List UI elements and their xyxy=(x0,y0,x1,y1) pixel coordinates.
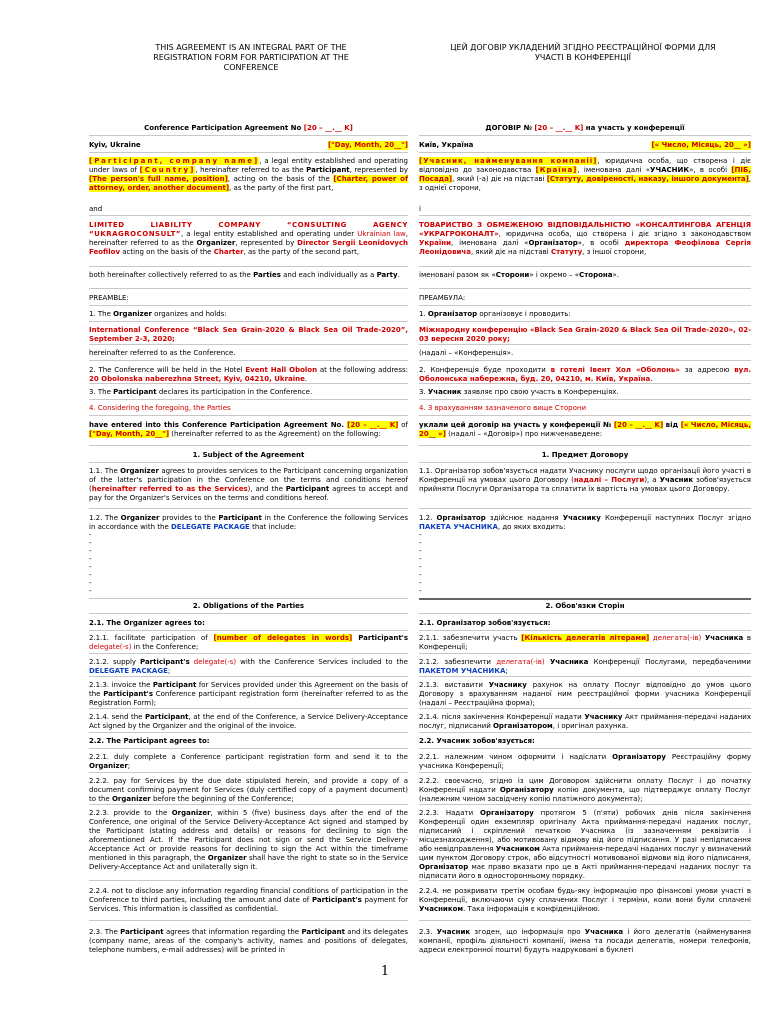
ua-clause-2-1-1: 2.1.1. забезпечити участь [Кількість делегатів літерами] делегата(-ів) Учасника в Конференції; xyxy=(419,634,752,651)
en-clause-2-2: 2.2. The Participant agrees to: xyxy=(89,737,210,745)
ua-preamble-3: 3. Учасник заявляє про свою участь в Конференціях. xyxy=(419,388,619,396)
ua-both-parties: іменовані разом як «Сторони» і окремо – «Сторона». xyxy=(419,271,619,279)
page-number: 1 xyxy=(380,964,390,979)
ua-preamble: ПРЕАМБУЛА: xyxy=(419,294,466,302)
divider xyxy=(89,399,408,400)
ua-clause-2-1-2: 2.1.2. забезпечити делегата(-ів) Учасника Конференції Послугами, передбаченими ПАКЕТОМ УЧАСНИКА; xyxy=(419,658,751,675)
ua-date-placeholder: [« Число, Місяць, 20__ »] xyxy=(651,141,751,149)
ua-clause-2-1-4: 2.1.4. після закінчення Конференції надати Учаснику Акт приймання-передачі наданих послуг, підписаний Організатором, і оригінал рахунка. xyxy=(419,713,751,730)
ua-and: і xyxy=(419,205,421,213)
divider xyxy=(419,804,751,805)
divider xyxy=(419,748,751,749)
divider xyxy=(419,653,751,654)
en-clause-2-3: 2.3. The Participant agrees that information regarding the Participant and its delegates (company name, areas of the company's activity, names and positions of delegates, telephone numbers, e-mail addresses) will be printed in xyxy=(89,928,408,954)
divider xyxy=(89,508,408,509)
divider xyxy=(89,321,408,322)
divider xyxy=(419,676,751,677)
divider xyxy=(419,383,751,384)
divider xyxy=(89,920,408,921)
ua-clause-1-1: 1.1. Організатор зобов'язується надати Учаснику послуги щодо організації його участі в Конференції на умовах цього Договору (надалі – Послуги), а Учасник зобов'язується прийняти Послуги Організатора та сплатити їх вартість на умовах цього Договору. xyxy=(419,467,751,493)
en-party-2: LIMITED LIABILITY COMPANY “CONSULTING AGENCY “UKRAGROCONSULT”, a legal entity established and operating under Ukrainian law, hereinafter referred to as the Organizer, represented by Director Sergii Leonidovych Feofilov acting on the basis of the Charter, as the party of the second part, xyxy=(89,221,408,256)
ua-clause-2-2-3: 2.2.3. Надати Організатору протягом 5 (п'яти) робочих днів після закінчення Конференції один екземпляр оригіналу Акта приймання-передачі наданих послуг, підписаний і скріплений печаткою Учасника (із зазначенням реквізитів і місцезнаходження), або мотивовану відмову від його підписання. У разі непідписання або невідправлення Учасником Акта приймання-передачі наданих послуг у визначений цим пунктом Договору строк, або відсутності мотивованої відмови від його підписання, Організатор має право вказати про це в Акті приймання-передачі наданих послуг та підписати його в односторонньому порядку. xyxy=(419,809,752,880)
ua-preamble-2: 2. Конференція буде проходити в готелі Івент Хол «Оболонь» за адресою вул. Оболонська набережна, буд. 20, 04210, м. Київ, Україна. xyxy=(419,366,752,383)
divider xyxy=(419,415,751,416)
divider xyxy=(89,360,408,361)
ua-clause-2-2-2: 2.2.2. своєчасно, згідно із цим Договором здійснити оплату Послуг і до початку Конференції надати Організатору копію документа, що підтверджує оплату Послуг (належним чином засвідчену копію платіжного документа); xyxy=(419,777,751,803)
en-clause-1-1: 1.1. The Organizer agrees to provides services to the Participant concerning organization of the latter's participation in the Conference on the terms and conditions hereof (hereinafter referred to as the Services), and the Participant agrees to accept and pay for the Organizer's Services on the terms and conditions hereof. xyxy=(89,467,409,502)
en-clause-2-2-3: 2.2.3. provide to the Organizer, within 5 (five) business days after the end of the Conference, one original of the Service Delivery-Acceptance Act signed and stamped by the Participant (stating address and details) or reasons for declining to sign the aforementioned Act. If the Participant does not sign or send the Service Delivery-Acceptance Act or provide reasons for declining to sign the Act within the timeframe mentioned in this paragraph, the Organizer shall have the right to state so in the Service Delivery-Acceptance Act and unilaterally sign it. xyxy=(89,809,409,871)
divider xyxy=(89,462,408,463)
en-preamble-3: 3. The Participant declares its participation in the Conference. xyxy=(89,388,313,396)
divider xyxy=(89,708,408,709)
en-services-list: - - - - - - - - xyxy=(89,531,92,595)
divider xyxy=(419,135,751,136)
en-agreement-title: Conference Participation Agreement No [20 – __.__ K] xyxy=(144,124,353,132)
en-date-placeholder: ["Day, Month, 20__"] xyxy=(327,141,408,149)
ua-city: Київ, Україна xyxy=(419,141,474,149)
divider xyxy=(419,360,751,361)
en-both-parties: both hereinafter collectively referred to as the Parties and each individually as a Party. xyxy=(89,271,400,279)
divider xyxy=(89,383,408,384)
en-party-1: [Participant, company name], a legal entity established and operating under laws of [Country], hereinafter referred to as the Participant, represented by [The person's full name, position], acting on the basis of the [Charter, power of attorney, order, another document], as the party of the first part, xyxy=(89,157,409,192)
divider xyxy=(89,305,408,306)
en-have-entered: have entered into this Conference Participation Agreement No. [20 – __.__ K] of ["Day, Month, 20__"] (hereinafter referred to as the Agreement) on the following: xyxy=(89,421,408,438)
divider xyxy=(419,152,751,153)
divider xyxy=(419,732,751,733)
divider xyxy=(419,508,751,509)
divider xyxy=(419,344,751,345)
divider xyxy=(419,321,751,322)
divider xyxy=(89,135,408,136)
en-clause-2-2-2: 2.2.2. pay for Services by the due date stipulated herein, and provide a copy of a document confirming payment for Services (duly certified copy of a payment document) to the Organizer before the beginning of the Conference; xyxy=(89,777,408,803)
ua-preamble-4: 4. З врахуванням зазначеного вище Сторони xyxy=(419,404,587,412)
en-preamble-2: 2. The Conference will be held in the Hotel Event Hall Obolon at the following address: 20 Obolonska naberezhna Street, Kyiv, 04210, Ukraine. xyxy=(89,366,408,383)
en-and: and xyxy=(89,205,103,213)
divider xyxy=(419,880,751,881)
divider xyxy=(419,445,751,446)
ua-clause-2-1: 2.1. Організатор зобов'язується: xyxy=(419,619,551,627)
divider xyxy=(89,653,408,654)
divider xyxy=(89,732,408,733)
divider xyxy=(89,445,408,446)
en-clause-1-2: 1.2. The Organizer provides to the Participant in the Conference the following Services in accordance with the DELEGATE PACKAGE that include: xyxy=(89,514,408,531)
divider xyxy=(89,598,408,599)
en-preamble: PREAMBLE: xyxy=(89,294,129,302)
ua-clause-2-2: 2.2. Учасник зобов'язується: xyxy=(419,737,535,745)
divider xyxy=(89,215,408,216)
divider xyxy=(89,676,408,677)
en-clause-2-2-4: 2.2.4. not to disclose any information regarding financial conditions of participation in the Conference to third parties, including the amount and date of Participant's payment for Services. This information is classified as confidential. xyxy=(89,887,408,913)
divider xyxy=(419,630,751,631)
divider xyxy=(419,598,751,600)
en-clause-2-1-1: 2.1.1. facilitate participation of [number of delegates in words] Participant's delegate(-s) in the Conference; xyxy=(89,634,408,651)
ua-section-2-title: 2. Обов'язки Сторін xyxy=(545,602,625,610)
en-section-1-title: 1. Subject of the Agreement xyxy=(192,451,305,459)
en-clause-2-1-2: 2.1.2. supply Participant's delegate(-s) with the Conference Services included to the DELEGATE PACKAGE; xyxy=(89,658,408,675)
divider xyxy=(419,462,751,463)
en-clause-2-1-4: 2.1.4. send the Participant, at the end of the Conference, a Service Delivery-Acceptance Act signed by the Organizer and the original of the invoice. xyxy=(89,713,408,730)
ua-party-2: ТОВАРИСТВО З ОБМЕЖЕНОЮ ВІДПОВІДАЛЬНІСТЮ «КОНСАЛТИНГОВА АГЕНЦІЯ «УКРАГРОКОНАЛТ», юридична особа, що створена і діє згідно з законодавством України, іменована далі «Організатор», в особі директора Феофілова Сергія Леонідовича, який діє на підставі Статуту, з іншої сторони, xyxy=(419,221,752,256)
ua-hereinafter: (надалі – «Конференція». xyxy=(419,349,514,357)
divider xyxy=(419,772,751,773)
en-conference-name: International Conference “Black Sea Grain-2020 & Black Sea Oil Trade-2020”, September 2-3, 2020; xyxy=(89,326,408,343)
en-section-2-title: 2. Obligations of the Parties xyxy=(192,602,305,610)
en-preamble-1: 1. The Organizer organizes and holds: xyxy=(89,310,227,318)
divider xyxy=(89,804,408,805)
divider xyxy=(89,772,408,773)
en-clause-2-1: 2.1. The Organizer agrees to: xyxy=(89,619,205,627)
en-clause-2-1-3: 2.1.3. invoice the Participant for Services provided under this Agreement on the basis of the Participant's Conference participant registration form (hereinafter referred to as the Registration Form); xyxy=(89,681,409,707)
en-clause-2-2-1: 2.2.1. duly complete a Conference participant registration form and send it to the Organizer; xyxy=(89,753,408,770)
en-city: Kyiv, Ukraine xyxy=(89,141,141,149)
ua-agreement-title: ДОГОВІР № [20 – __.__ K] на участь у конференції xyxy=(485,124,685,132)
ua-services-list: - - - - - - - - xyxy=(419,531,422,595)
divider xyxy=(419,288,751,289)
header-right: ЦЕЙ ДОГОВІР УКЛАДЕНИЙ ЗГІДНО РЕЄСТРАЦІЙНОЇ ФОРМИ ДЛЯ УЧАСТІ В КОНФЕРЕНЦІЇ xyxy=(450,43,716,62)
divider xyxy=(89,266,408,267)
ua-preamble-1: 1. Організатор організовує і проводить: xyxy=(419,310,571,318)
ua-clause-2-2-4: 2.2.4. не розкривати третім особам будь-яку інформацію про фінансові умови участі в Конференції, включаючи суму сплачених Послуг і терміни, коли вони були сплачені Учасником. Така інформація є конфіденційною. xyxy=(419,887,751,913)
ua-clause-2-1-3: 2.1.3. виставити Учаснику рахунок на оплату Послуг відповідно до умов цього Договору з врахуванням наданої ним реєстраційної форми учасника Конференції (надалі – Реєстраційна форма); xyxy=(419,681,751,707)
divider xyxy=(89,630,408,631)
divider xyxy=(419,266,751,267)
header-left: THIS AGREEMENT IS AN INTEGRAL PART OF THE REGISTRATION FORM FOR PARTICIPATION AT THE CONFERENCE xyxy=(153,43,349,72)
ua-clause-2-2-1: 2.2.1. належним чином оформити і надіслати Організатору Реєстраційну форму учасника Конференції; xyxy=(419,753,752,770)
ua-party-1: [Учасник, найменування компанії], юридична особа, що створена і діє відповідно до законодавства [Країна], іменована далі «УЧАСНИК», в особі [ПІБ, Посада], який (-а) діє на підставі [Статуту, довіреності, наказу, іншого документа], з однієї сторони, xyxy=(419,157,751,192)
divider xyxy=(419,215,751,216)
divider xyxy=(89,288,408,289)
divider xyxy=(419,920,751,921)
divider xyxy=(419,613,751,614)
ua-have-entered: уклали цей договір на участь у конференції № [20 – __.__ K] від [« Число, Місяць, 20__ »] (надалі – «Договір») про нижченаведене: xyxy=(419,421,752,438)
en-hereinafter: hereinafter referred to as the Conference. xyxy=(89,349,236,357)
en-preamble-4: 4. Considering the foregoing, the Parties xyxy=(89,404,231,412)
divider xyxy=(419,708,751,709)
ua-clause-2-3: 2.3. Учасник згоден, що інформація про Учасника і його делегатів (найменування компанії, профіль діяльності компанії, імена та посади делегатів, номери телефонів, адреси електронної пошти) будуть надруковані в буклеті xyxy=(419,928,751,954)
divider xyxy=(89,152,408,153)
divider xyxy=(419,399,751,400)
divider xyxy=(89,613,408,614)
ua-conference-name: Міжнародну конференцію «Black Sea Grain-2020 & Black Sea Oil Trade-2020», 02-03 вересня 2020 року; xyxy=(419,326,751,343)
divider xyxy=(89,344,408,345)
divider xyxy=(89,415,408,416)
ua-section-1-title: 1. Предмет Договору xyxy=(541,451,629,459)
divider xyxy=(89,748,408,749)
ua-clause-1-2: 1.2. Організатор здійснює надання Учаснику Конференції наступних Послуг згідно ПАКЕТА УЧАСНИКА, до яких входить: xyxy=(419,514,751,531)
divider xyxy=(419,305,751,306)
divider xyxy=(89,880,408,881)
